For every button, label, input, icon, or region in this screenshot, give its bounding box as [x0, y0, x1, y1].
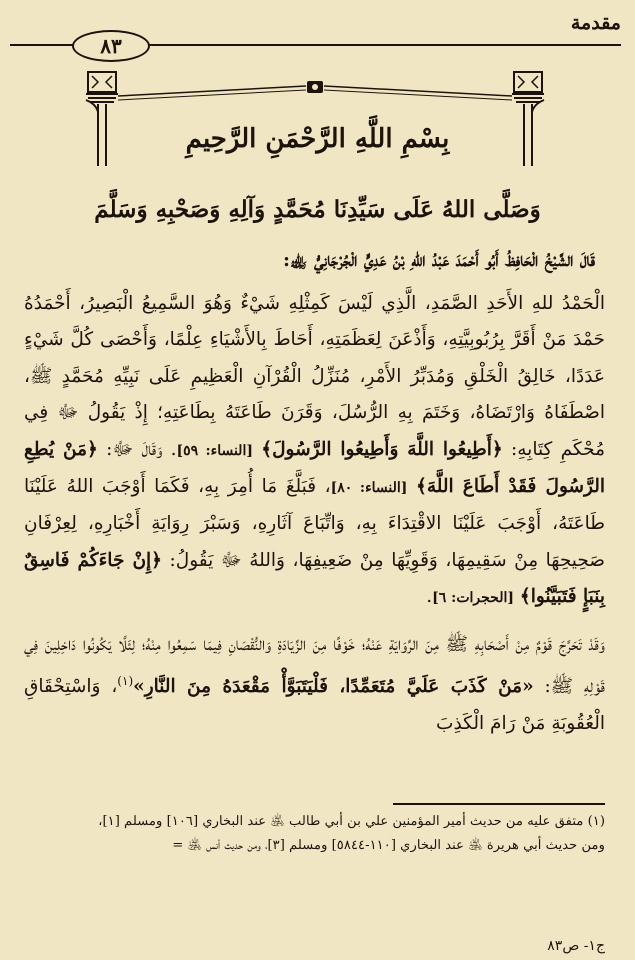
- author-intro: قَالَ الشَّيْخُ الْحَافِظُ أَبُو أَحْمَدَ عَبْدُ اللهِ بْنُ عَدِيٍّ الْجُرْجَانِيُّ ﵀:: [283, 249, 595, 271]
- quran-verse-2: ﴿مَنْ يُطِعِ الرَّسُولَ فَقَدْ أَطَاعَ اللَّهَ﴾: [24, 438, 605, 498]
- paragraph-1-part-2: . وَقَالَ ﷻ:: [106, 438, 177, 460]
- verse-citation-3: [الحجرات: ٦]: [432, 590, 514, 607]
- footnote-marker[interactable]: (١): [117, 674, 134, 689]
- verse-citation-2: [النساء: ٨٠]: [330, 480, 408, 497]
- paragraph-1-part-1: الْحَمْدُ للهِ الأَحَدِ الصَّمَدِ، الَّذِي لَيْسَ كَمِثْلِهِ شَيْءٌ وَهُوَ السَّمِيعُ الْبَصِيرُ، أَحْمَدُهُ حَمْدَ مَنْ أَقَرَّ بِرُبُوبِيَّتِهِ، وَأَذْعَنَ لِعَظَمَتِهِ، أَحَاطَ بِالأَشْيَاءِ عِلْمًا، وَأَحْصَى كُلَّ شَيْءٍ عَدَدًا، خَالِقُ الْخَلْقِ وَمُدَبِّرُ الأَمْرِ، مُنَزِّلُ الْقُرْآنِ الْعَظِيمِ عَلَى نَبِيِّهِ مُحَمَّدٍ ﷺ، اصْطَفَاهُ وَارْتَضَاهُ، وَخَتَمَ بِهِ الرُّسُلَ، وَقَرَنَ طَاعَتَهُ بِطَاعَتِهِ؛ إِذْ يَقُولُ ﷻ فِي مُحْكَمِ كِتَابِهِ:: [24, 293, 605, 460]
- hadith-quote: «مَنْ كَذَبَ عَلَيَّ مُتَعَمِّدًا، فَلْيَتَبَوَّأْ مَقْعَدَهُ مِنَ النَّارِ»: [133, 676, 534, 698]
- footnote-rule: [393, 803, 605, 805]
- page-number: ٨٣: [72, 30, 150, 62]
- paragraph-2-part-2: ، وَاسْتِحْقَاقِ الْعُقُوبَةِ مَنْ رَامَ الْكَذِبَ: [24, 676, 605, 734]
- running-header-title: مقدمة: [570, 12, 621, 34]
- paragraph-2-part-1: وَقَدْ تَحَرَّجَ قَوْمٌ مِنْ أَصْحَابِهِ ﷺ مِنَ الرِّوَايَةِ عَنْهُ؛ خَوْفًا مِنَ الزِّيَادَةِ وَالنُّقْصَانِ فِيمَا سَمِعُوا مِنْهُ؛ لِئَلَّا يَكُونُوا دَاخِلِينَ فِي قَوْلِهِ ﷺ:: [24, 633, 605, 698]
- verse-citation-1: [النساء: ٥٩]: [176, 442, 253, 459]
- quran-verse-3: ﴿إِنْ جَاءَكُمْ فَاسِقٌ بِنَبَإٍ فَتَبَيَّنُوا﴾: [24, 549, 605, 608]
- footnotes: [28, 810, 605, 858]
- paragraph-1-end: .: [426, 586, 433, 608]
- footnote-line-2: ومن حديث أبي هريرة ﵁ عند البخاري [١١٠-٥٨٤٤] ومسلم [٣]، ومن حديث أنس ﵁ =: [172, 838, 605, 853]
- main-text: [24, 286, 605, 742]
- quran-verse-1: ﴿أَطِيعُوا اللَّهَ وَأَطِيعُوا الرَّسُولَ﴾: [261, 438, 503, 460]
- footnote-line-1: (١) متفق عليه من حديث أمير المؤمنين علي بن أبي طالب ﵁ عند البخاري [١٠٦] ومسلم [١]،: [98, 814, 605, 829]
- running-header: [0, 6, 635, 66]
- page-signature: ج١- ص٨٣: [547, 938, 605, 954]
- paragraph-2: [24, 627, 605, 742]
- paragraph-1: [24, 286, 605, 617]
- salawat-line: وَصَلَّى اللهُ عَلَى سَيِّدِنَا مُحَمَّدٍ وَآلِهِ وَصَحْبِهِ وَسَلَّمَ: [94, 196, 541, 223]
- basmala: بِسْمِ اللَّهِ الرَّحْمَنِ الرَّحِيمِ: [185, 124, 450, 154]
- center-medallion: [307, 81, 323, 93]
- paragraph-1-part-3: ، فَبَلَّغَ مَا أُمِرَ بِهِ، فَكَمَا أَوْجَبَ اللهُ عَلَيْنَا طَاعَتَهُ، أَوْجَبَ عَلَيْنَا الاقْتِدَاءَ بِهِ، وَاتِّبَاعَ آثَارِهِ، وَسَبْرَ رِوَايَةِ أَخْبَارِهِ، لِعِرْفَانِ صَحِيحِهَا مِنْ سَقِيمِهَا، وَقَوِيِّهَا مِنْ ضَعِيفِهَا، وَاللهُ ﷻ يَقُولُ:: [24, 476, 606, 571]
